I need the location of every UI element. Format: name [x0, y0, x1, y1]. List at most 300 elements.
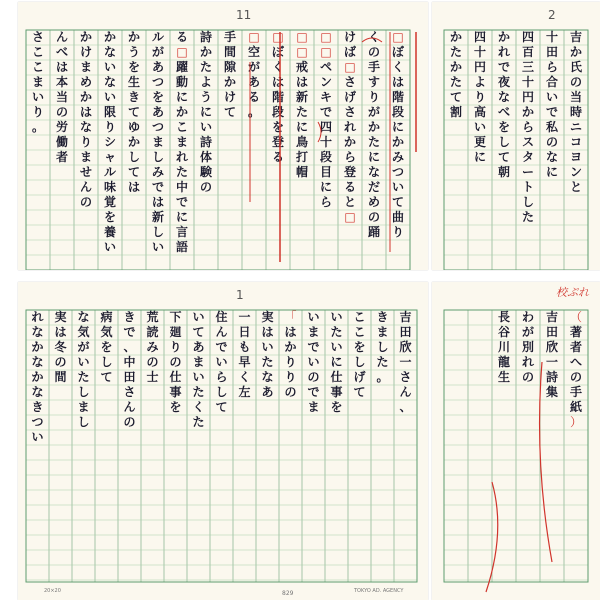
manuscript-char: が: [77, 340, 90, 354]
manuscript-char: の: [569, 370, 582, 384]
manuscript-char: 空: [247, 45, 260, 59]
manuscript-char: 円: [473, 60, 486, 74]
manuscript-char: 手: [223, 30, 236, 44]
manuscript-char: で: [215, 340, 228, 354]
manuscript-char: し: [497, 135, 510, 149]
manuscript-char: 田: [545, 45, 558, 59]
manuscript-char: 高: [473, 105, 486, 119]
manuscript-char: の: [55, 105, 68, 119]
manuscript-char: 割: [449, 105, 462, 119]
manuscript-char: ば: [343, 45, 356, 59]
manuscript-char: い: [215, 355, 228, 369]
manuscript-char: 体: [199, 150, 212, 164]
manuscript-char: 荒: [146, 310, 159, 324]
manuscript-char: ら: [343, 150, 356, 164]
manuscript-char: こ: [31, 60, 44, 74]
manuscript-char: り: [367, 90, 380, 104]
text-column: [328, 310, 346, 415]
manuscript-char: て: [223, 105, 236, 119]
manuscript-char: た: [192, 385, 205, 399]
manuscript-char: み: [146, 340, 159, 354]
manuscript-char: し: [77, 385, 90, 399]
manuscript-char: つ: [31, 415, 44, 429]
manuscript-char: で: [175, 195, 188, 209]
manuscript-char: こ: [175, 120, 188, 134]
manuscript-char: か: [367, 120, 380, 134]
manuscript-char: 実: [261, 310, 274, 324]
manuscript-char: 十: [521, 75, 534, 89]
manuscript-char: 当: [569, 90, 582, 104]
manuscript-char: □: [272, 30, 284, 44]
manuscript-char: 語: [175, 240, 188, 254]
manuscript-char: か: [199, 45, 212, 59]
manuscript-char: て: [192, 325, 205, 339]
manuscript-char: 士: [146, 370, 159, 384]
manuscript-char: 覚: [103, 195, 116, 209]
manuscript-char: な: [367, 165, 380, 179]
manuscript-char: は: [295, 75, 308, 89]
manuscript-char: ら: [215, 370, 228, 384]
manuscript-char: 住: [215, 310, 228, 324]
manuscript-char: 中: [123, 355, 136, 369]
manuscript-char: し: [215, 385, 228, 399]
manuscript-char: 私: [545, 120, 558, 134]
manuscript-char: か: [449, 30, 462, 44]
page-number-bottom-left: 1: [236, 288, 244, 302]
text-column: [98, 310, 116, 385]
manuscript-char: は: [261, 325, 274, 339]
manuscript-char: が: [367, 105, 380, 119]
manuscript-char: 龍: [497, 355, 510, 369]
manuscript-char: さ: [343, 105, 356, 119]
manuscript-char: く: [367, 30, 380, 44]
manuscript-char: の: [521, 370, 534, 384]
manuscript-char: の: [79, 195, 92, 209]
manuscript-char: 者: [55, 150, 68, 164]
manuscript-char: し: [151, 150, 164, 164]
manuscript-char: れ: [497, 45, 510, 59]
manuscript-char: な: [31, 325, 44, 339]
manuscript-char: も: [238, 340, 251, 354]
manuscript-char: 詩: [199, 30, 212, 44]
manuscript-char: い: [261, 340, 274, 354]
manuscript-char: 手: [569, 385, 582, 399]
manuscript-char: で: [307, 340, 320, 354]
manuscript-char: 生: [127, 75, 140, 89]
manuscript-char: る: [175, 30, 188, 44]
text-column: [236, 310, 254, 400]
manuscript-char: い: [31, 430, 44, 444]
manuscript-char: し: [127, 150, 140, 164]
manuscript-char: い: [199, 120, 212, 134]
manuscript-char: □: [344, 210, 356, 224]
manuscript-char: か: [521, 105, 534, 119]
manuscript-char: 朝: [497, 165, 510, 179]
text-column: [471, 30, 489, 165]
manuscript-char: 味: [103, 180, 116, 194]
manuscript-char: れ: [31, 310, 44, 324]
manuscript-char: 働: [55, 135, 68, 149]
manuscript-char: は: [151, 195, 164, 209]
manuscript-char: ま: [192, 355, 205, 369]
manuscript-char: で: [545, 105, 558, 119]
manuscript-char: た: [261, 355, 274, 369]
manuscript-char: こ: [353, 325, 366, 339]
manuscript-char: の: [367, 210, 380, 224]
manuscript-char: さ: [31, 30, 44, 44]
manuscript-char: け: [223, 90, 236, 104]
manuscript-sheet-bottom-left: [18, 282, 428, 600]
manuscript-char: か: [79, 90, 92, 104]
manuscript-char: を: [497, 120, 510, 134]
manuscript-char: 当: [55, 90, 68, 104]
manuscript-char: 事: [330, 385, 343, 399]
bottom-number: 829: [282, 590, 294, 597]
manuscript-char: り: [103, 120, 116, 134]
manuscript-char: か: [103, 30, 116, 44]
manuscript-char: て: [127, 105, 140, 119]
manuscript-char: ぼ: [391, 45, 404, 59]
manuscript-char: す: [367, 75, 380, 89]
manuscript-char: い: [473, 120, 486, 134]
manuscript-char: 限: [103, 105, 116, 119]
manuscript-char: て: [497, 150, 510, 164]
text-column: [351, 310, 369, 400]
manuscript-char: 仕: [169, 370, 182, 384]
manuscript-char: ル: [151, 30, 164, 44]
manuscript-char: た: [192, 415, 205, 429]
manuscript-char: 「: [284, 310, 297, 324]
manuscript-char: に: [330, 355, 343, 369]
manuscript-char: の: [284, 385, 297, 399]
manuscript-char: ト: [521, 180, 534, 194]
manuscript-char: つ: [391, 165, 404, 179]
manuscript-char: か: [79, 30, 92, 44]
manuscript-char: は: [79, 105, 92, 119]
manuscript-char: □: [296, 45, 308, 59]
manuscript-char: 者: [569, 340, 582, 354]
manuscript-char: あ: [151, 105, 164, 119]
manuscript-char: 読: [146, 325, 159, 339]
manuscript-char: か: [497, 30, 510, 44]
manuscript-char: 夜: [497, 75, 510, 89]
manuscript-char: せ: [79, 165, 92, 179]
manuscript-char: か: [343, 135, 356, 149]
manuscript-char: の: [545, 135, 558, 149]
manuscript-char: 日: [238, 325, 251, 339]
manuscript-char: 間: [223, 45, 236, 59]
manuscript-char: よ: [199, 75, 212, 89]
manuscript-char: ま: [77, 400, 90, 414]
manuscript-char: ま: [151, 135, 164, 149]
manuscript-char: ま: [79, 60, 92, 74]
manuscript-char: よ: [473, 75, 486, 89]
manuscript-char: さ: [123, 385, 136, 399]
manuscript-char: 打: [295, 150, 308, 164]
manuscript-char: に: [295, 120, 308, 134]
manuscript-char: こ: [31, 45, 44, 59]
manuscript-char: し: [353, 355, 366, 369]
manuscript-char: ま: [79, 150, 92, 164]
manuscript-char: 左: [238, 385, 251, 399]
manuscript-char: 、: [123, 340, 136, 354]
manuscript-char: を: [169, 400, 182, 414]
manuscript-char: く: [391, 60, 404, 74]
manuscript-char: か: [31, 370, 44, 384]
manuscript-char: た: [449, 75, 462, 89]
manuscript-char: あ: [247, 75, 260, 89]
manuscript-char: を: [330, 400, 343, 414]
manuscript-char: さ: [399, 370, 412, 384]
text-column: [397, 310, 415, 415]
manuscript-char: の: [146, 355, 159, 369]
manuscript-char: れ: [521, 355, 534, 369]
manuscript-sheet-top-left: [18, 2, 428, 270]
manuscript-char: に: [545, 165, 558, 179]
manuscript-char: は: [127, 180, 140, 194]
manuscript-char: 戒: [295, 60, 308, 74]
manuscript-char: 冬: [54, 340, 67, 354]
text-column: [144, 310, 162, 385]
manuscript-char: い: [307, 355, 320, 369]
manuscript-char: 百: [521, 45, 534, 59]
manuscript-char: の: [123, 415, 136, 429]
text-column: [543, 30, 561, 180]
manuscript-char: ん: [215, 325, 228, 339]
manuscript-char: り: [169, 340, 182, 354]
manuscript-char: い: [151, 240, 164, 254]
manuscript-char: い: [103, 60, 116, 74]
manuscript-char: の: [569, 75, 582, 89]
manuscript-char: 詩: [199, 135, 212, 149]
manuscript-char: か: [223, 75, 236, 89]
manuscript-char: く: [238, 370, 251, 384]
manuscript-char: る: [247, 90, 260, 104]
manuscript-char: こ: [353, 310, 366, 324]
manuscript-char: 一: [545, 355, 558, 369]
manuscript-char: 合: [545, 75, 558, 89]
manuscript-char: い: [307, 310, 320, 324]
manuscript-char: を: [127, 60, 140, 74]
manuscript-char: た: [521, 210, 534, 224]
manuscript-char: 、: [399, 400, 412, 414]
footer-agency: TOKYO AD. AGENCY: [354, 588, 404, 594]
manuscript-char: く: [271, 60, 284, 74]
manuscript-char: つ: [151, 75, 164, 89]
manuscript-char: 労: [55, 120, 68, 134]
manuscript-char: □: [296, 30, 308, 44]
manuscript-char: 登: [271, 135, 284, 149]
manuscript-char: い: [192, 370, 205, 384]
manuscript-char: ま: [307, 325, 320, 339]
manuscript-char: 四: [521, 30, 534, 44]
manuscript-char: り: [473, 90, 486, 104]
manuscript-char: ン: [319, 75, 332, 89]
manuscript-char: な: [103, 75, 116, 89]
text-column: [447, 30, 465, 120]
manuscript-char: 段: [271, 105, 284, 119]
manuscript-char: り: [31, 105, 44, 119]
manuscript-char: を: [353, 340, 366, 354]
manuscript-char: 生: [497, 370, 510, 384]
manuscript-char: 間: [54, 370, 67, 384]
manuscript-char: み: [391, 150, 404, 164]
manuscript-char: は: [284, 325, 297, 339]
manuscript-char: 十: [473, 45, 486, 59]
manuscript-char: い: [31, 90, 44, 104]
manuscript-char: が: [151, 45, 164, 59]
manuscript-char: し: [521, 195, 534, 209]
manuscript-char: に: [319, 180, 332, 194]
manuscript-char: 登: [343, 165, 356, 179]
manuscript-char: □: [320, 45, 332, 59]
manuscript-char: か: [127, 135, 140, 149]
manuscript-char: 時: [569, 105, 582, 119]
manuscript-char: 階: [271, 90, 284, 104]
text-column: [282, 310, 300, 400]
manuscript-char: い: [192, 310, 205, 324]
manuscript-char: 早: [238, 355, 251, 369]
manuscript-char: ン: [569, 165, 582, 179]
manuscript-char: 更: [473, 135, 486, 149]
manuscript-char: 実: [54, 310, 67, 324]
manuscript-char: 。: [247, 105, 260, 119]
manuscript-char: 本: [55, 75, 68, 89]
manuscript-char: 田: [399, 325, 412, 339]
manuscript-char: 一: [238, 310, 251, 324]
manuscript-char: あ: [261, 385, 274, 399]
manuscript-char: い: [330, 310, 343, 324]
manuscript-char: 十: [319, 135, 332, 149]
manuscript-char: ん: [399, 385, 412, 399]
manuscript-char: た: [199, 60, 212, 74]
manuscript-char: り: [284, 355, 297, 369]
manuscript-char: う: [199, 90, 212, 104]
manuscript-char: さ: [343, 75, 356, 89]
manuscript-char: ヨ: [569, 150, 582, 164]
manuscript-char: ー: [521, 165, 534, 179]
manuscript-char: か: [284, 340, 297, 354]
manuscript-char: り: [79, 135, 92, 149]
manuscript-char: ル: [103, 165, 116, 179]
manuscript-char: た: [449, 45, 462, 59]
page-number-top-left: 11: [236, 8, 252, 22]
corner-note: 校ぷれ: [556, 286, 589, 299]
manuscript-char: た: [367, 135, 380, 149]
manuscript-char: て: [100, 370, 113, 384]
manuscript-char: で: [497, 60, 510, 74]
manuscript-char: 紙: [569, 400, 582, 414]
footer-code: 20×20: [44, 588, 61, 594]
manuscript-sheet-top-right: [432, 2, 600, 270]
manuscript-char: （: [569, 310, 582, 324]
manuscript-char: □: [176, 45, 188, 59]
manuscript-char: 下: [169, 310, 182, 324]
manuscript-char: し: [151, 225, 164, 239]
manuscript-char: る: [343, 180, 356, 194]
manuscript-char: た: [295, 105, 308, 119]
manuscript-char: か: [449, 60, 462, 74]
manuscript-char: て: [353, 385, 366, 399]
manuscript-char: 養: [103, 225, 116, 239]
manuscript-char: の: [307, 370, 320, 384]
manuscript-char: 。: [31, 120, 44, 134]
manuscript-char: 帽: [295, 165, 308, 179]
text-column: [567, 30, 585, 195]
manuscript-char: で: [319, 105, 332, 119]
text-column: [213, 310, 231, 415]
manuscript-char: た: [376, 355, 389, 369]
manuscript-char: 欣: [545, 340, 558, 354]
manuscript-char: で: [151, 180, 164, 194]
manuscript-char: タ: [521, 150, 534, 164]
manuscript-char: た: [175, 165, 188, 179]
manuscript-char: に: [175, 90, 188, 104]
page-number-top-right: 2: [548, 8, 556, 22]
manuscript-char: ら: [545, 60, 558, 74]
manuscript-char: 目: [319, 165, 332, 179]
manuscript-char: 手: [367, 60, 380, 74]
manuscript-char: は: [391, 75, 404, 89]
manuscript-char: り: [391, 225, 404, 239]
manuscript-char: な: [79, 120, 92, 134]
manuscript-char: 田: [123, 370, 136, 384]
manuscript-char: □: [344, 60, 356, 74]
manuscript-char: 中: [175, 180, 188, 194]
manuscript-char: が: [247, 60, 260, 74]
manuscript-char: ん: [79, 180, 92, 194]
manuscript-char: か: [127, 30, 140, 44]
manuscript-char: げ: [343, 90, 356, 104]
manuscript-char: 新: [295, 90, 308, 104]
red-bracket-mark: [432, 282, 600, 600]
manuscript-char: ニ: [569, 120, 582, 134]
manuscript-char: い: [77, 355, 90, 369]
manuscript-char: 欣: [399, 340, 412, 354]
manuscript-char: た: [330, 325, 343, 339]
manuscript-char: を: [151, 90, 164, 104]
manuscript-char: 氏: [569, 60, 582, 74]
manuscript-char: ま: [307, 400, 320, 414]
manuscript-char: み: [151, 165, 164, 179]
manuscript-char: □: [248, 30, 260, 44]
manuscript-char: が: [521, 325, 534, 339]
manuscript-char: の: [54, 355, 67, 369]
manuscript-char: □: [320, 30, 332, 44]
manuscript-char: に: [367, 150, 380, 164]
manuscript-char: い: [391, 180, 404, 194]
manuscript-char: か: [391, 135, 404, 149]
manuscript-char: な: [497, 90, 510, 104]
manuscript-char: て: [449, 90, 462, 104]
manuscript-char: 廻: [169, 325, 182, 339]
manuscript-char: か: [31, 340, 44, 354]
manuscript-char: 隙: [223, 60, 236, 74]
manuscript-char: 新: [151, 210, 164, 224]
manuscript-char: 十: [545, 30, 558, 44]
manuscript-char: め: [367, 195, 380, 209]
text-column: [259, 310, 277, 400]
manuscript-char: 事: [169, 385, 182, 399]
manuscript-char: ら: [521, 120, 534, 134]
manuscript-char: 別: [521, 340, 534, 354]
manuscript-char: 集: [545, 385, 558, 399]
manuscript-char: り: [284, 370, 297, 384]
manuscript-char: 長: [497, 310, 510, 324]
text-column: [52, 310, 70, 385]
manuscript-char: ま: [175, 135, 188, 149]
manuscript-char: め: [79, 75, 92, 89]
